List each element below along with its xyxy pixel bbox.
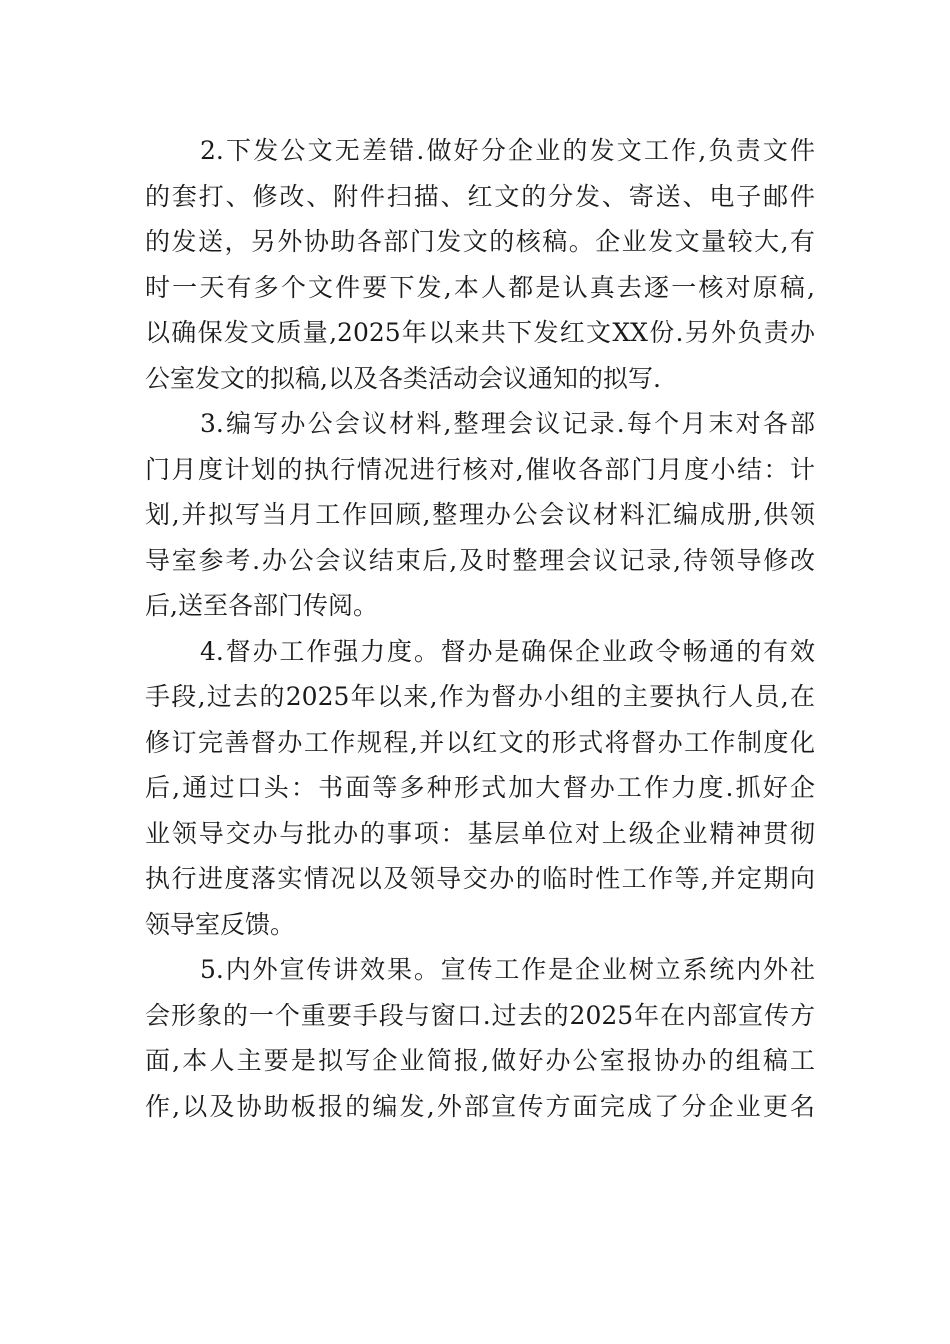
paragraph-2-line-2: 的套打、修改、附件扫描、红文的分发、寄送、电子邮件 <box>145 181 815 211</box>
body-text <box>145 128 815 1129</box>
paragraph-3-line-1: 3.编写办公会议材料,整理会议记录.每个月末对各部 <box>200 409 815 438</box>
paragraph-4-line-2: 手段,过去的2025年以来,作为督办小组的主要执行人员,在 <box>145 682 815 711</box>
paragraph-4-line-1: 4.督办工作强力度。督办是确保企业政令畅通的有效 <box>200 636 815 666</box>
paragraph-4-line-7: 领导室反馈。 <box>145 909 296 939</box>
paragraph-4-line-3: 修订完善督办工作规程,并以红文的形式将督办工作制度化 <box>145 727 815 757</box>
paragraph-4-line-4: 后,通过口头：书面等多种形式加大督办工作力度.抓好企 <box>145 773 815 802</box>
paragraph-3-line-5: 后,送至各部门传阅。 <box>145 591 378 620</box>
paragraph-5-line-2: 会形象的一个重要手段与窗口.过去的2025年在内部宣传方 <box>145 1000 815 1030</box>
paragraph-3-line-2: 门月度计划的执行情况进行核对,催收各部门月度小结：计 <box>145 454 815 484</box>
paragraph-2-line-5: 以确保发文质量,2025年以来共下发红文XX份.另外负责办 <box>145 318 815 347</box>
paragraph-4-line-6: 执行进度落实情况以及领导交办的临时性工作等,并定期向 <box>145 864 815 893</box>
paragraph-4-line-5: 业领导交办与批办的事项：基层单位对上级企业精神贯彻 <box>145 818 815 848</box>
paragraph-2-line-1: 2.下发公文无差错.做好分企业的发文工作,负责文件 <box>200 136 815 165</box>
paragraph-3-line-3: 划,并拟写当月工作回顾,整理办公会议材料汇编成册,供领 <box>145 500 815 529</box>
paragraph-3-line-4: 导室参考.办公会议结束后,及时整理会议记录,待领导修改 <box>145 545 815 575</box>
paragraph-5-line-1: 5.内外宣传讲效果。宣传工作是企业树立系统内外社 <box>200 955 815 984</box>
paragraph-5-line-4: 作,以及协助板报的编发,外部宣传方面完成了分企业更名 <box>145 1091 815 1121</box>
paragraph-2-line-3: 的发送，另外协助各部门发文的核稿。企业发文量较大,有 <box>145 227 815 256</box>
paragraph-2-line-6: 公室发文的拟稿,以及各类活动会议通知的拟写. <box>145 363 661 393</box>
paragraph-2-line-4: 时一天有多个文件要下发,本人都是认真去逐一核对原稿, <box>145 272 815 302</box>
paragraph-5-line-3: 面,本人主要是拟写企业简报,做好办公室报协办的组稿工 <box>145 1046 815 1075</box>
